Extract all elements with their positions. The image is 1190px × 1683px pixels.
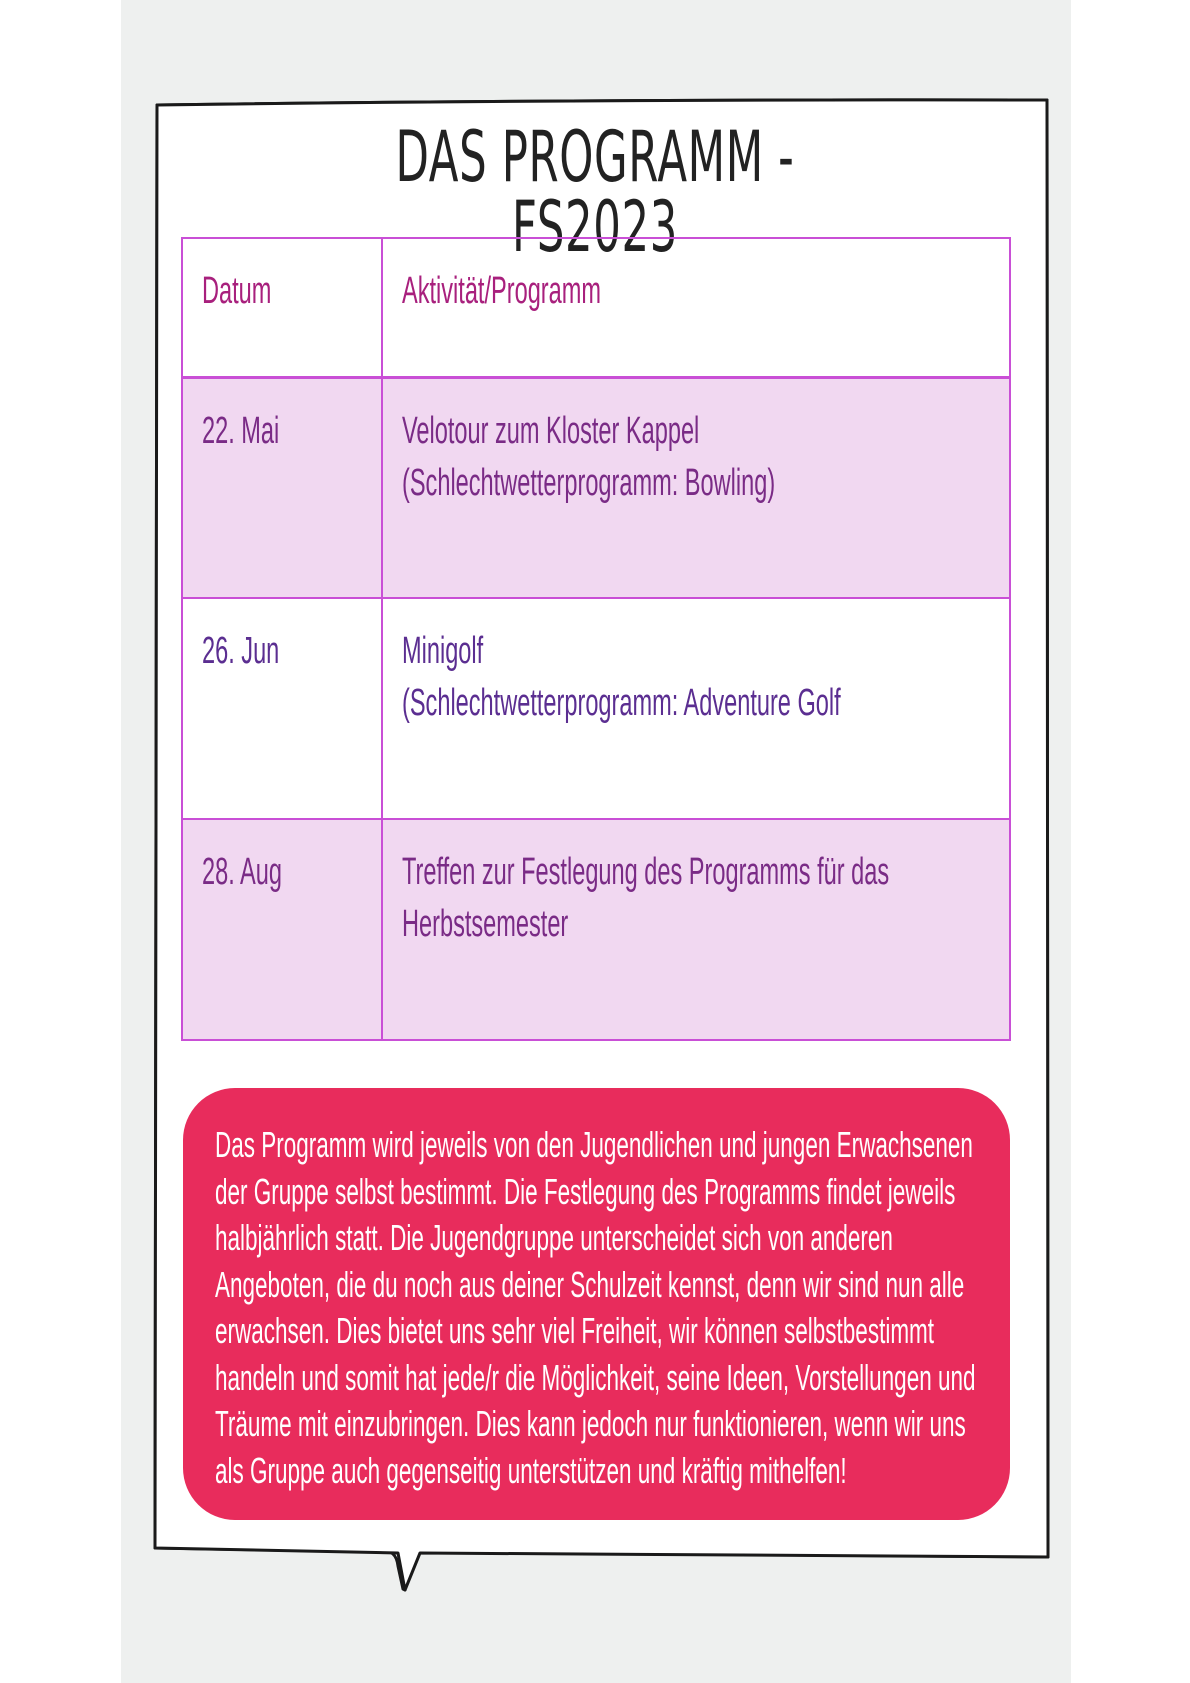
info-line: Das Programm wird jeweils von den Jugendlichen und jungen Erwachsenen xyxy=(215,1124,973,1165)
activity-line: (Schlechtwetterprogramm: Adventure Golf xyxy=(402,682,841,724)
row-activity xyxy=(402,625,841,729)
info-line: Träume mit einzubringen. Dies kann jedoch nur funktionieren, wenn wir uns xyxy=(215,1403,966,1444)
info-box xyxy=(183,1088,1010,1520)
row-date-cell xyxy=(182,377,382,598)
header-date xyxy=(182,238,382,377)
info-line: Angeboten, die du noch aus deiner Schulzeit kennst, denn wir sind nun alle xyxy=(215,1263,965,1305)
row-date-cell xyxy=(182,819,382,1040)
row-date: 28. Aug xyxy=(202,851,282,893)
table-header-row xyxy=(182,238,1010,377)
row-date-cell xyxy=(182,598,382,819)
activity-line: Treffen zur Festlegung des Programms für das xyxy=(402,851,890,893)
row-activity xyxy=(402,846,889,950)
table-row xyxy=(182,819,1010,1040)
activity-line: Velotour zum Kloster Kappel xyxy=(402,409,700,452)
row-activity-cell xyxy=(382,377,1010,598)
row-date: 22. Mai xyxy=(202,409,280,452)
program-table xyxy=(181,237,1011,1041)
table-row xyxy=(182,377,1010,598)
activity-line: Minigolf xyxy=(402,630,484,672)
row-activity-cell xyxy=(382,598,1010,819)
row-date: 26. Jun xyxy=(202,630,280,672)
activity-line: Herbstsemester xyxy=(402,903,569,945)
info-text xyxy=(215,1122,984,1494)
header-activity-label: Aktivität/Programm xyxy=(402,270,602,312)
info-line: erwachsen. Dies bietet uns sehr viel Freiheit, wir können selbstbestimmt xyxy=(215,1310,935,1351)
header-activity xyxy=(382,238,1010,377)
row-activity xyxy=(402,405,775,509)
row-activity-cell xyxy=(382,819,1010,1040)
info-line: als Gruppe auch gegenseitig unterstützen und kräftig mithelfen! xyxy=(215,1449,847,1491)
info-line: handeln und somit hat jede/r die Möglichkeit, seine Ideen, Vorstellungen und xyxy=(215,1356,976,1398)
activity-line: (Schlechtwetterprogramm: Bowling) xyxy=(402,461,776,504)
info-line: der Gruppe selbst bestimmt. Die Festlegung des Programms findet jeweils xyxy=(215,1170,956,1212)
table-row xyxy=(182,598,1010,819)
header-date-label: Datum xyxy=(202,270,272,312)
info-line: halbjährlich statt. Die Jugendgruppe unterscheidet sich von anderen xyxy=(215,1217,893,1258)
page-title: DAS PROGRAMM - FS2023 xyxy=(395,116,795,268)
